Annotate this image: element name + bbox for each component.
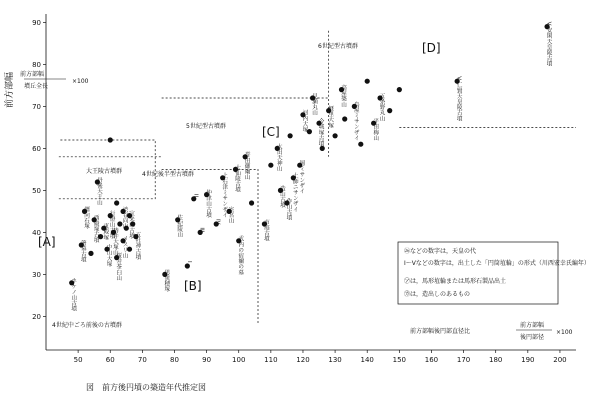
point-label: ホケノ山古墳: [70, 277, 77, 312]
point-label: 西殿塚古墳: [92, 214, 99, 243]
x-tick-label: 100: [232, 356, 246, 364]
point-label: 岡ミサンザイ: [298, 160, 305, 194]
x-tick-label: 200: [553, 356, 567, 364]
x-tick-label: 130: [328, 356, 342, 364]
point-label: 軽里大塚: [327, 105, 334, 129]
point-label: 今城塚古墳: [317, 118, 324, 147]
data-point: [358, 142, 363, 147]
y-formula-numerator: 前方部幅: [20, 71, 45, 78]
x-tick-label: 180: [489, 356, 503, 364]
y-tick-label: 50: [32, 186, 41, 195]
legend-item-horse: ㋐は，馬形埴輪または馬形石製品出土: [404, 278, 507, 285]
point-label: 誉田御廟山: [243, 151, 250, 180]
point-label: 五社神古墳: [134, 231, 141, 260]
point-label: 行燈山古墳: [108, 210, 115, 239]
x-tick-label: 110: [264, 356, 278, 364]
point-label: V 安閑天皇陵古墳: [545, 21, 552, 67]
x-tick-label: 120: [296, 356, 310, 364]
point-label: 佐紀陵山: [176, 214, 183, 238]
point-label: 見瀬丸山: [311, 93, 318, 116]
data-point: [127, 247, 132, 252]
point-label: 鳥屋ミサンザイ: [352, 101, 359, 141]
y-formula-multiplier: ×100: [72, 78, 89, 85]
point-label: 太田天神山: [275, 143, 282, 172]
point-label: 宝来山古墳: [128, 210, 135, 239]
point-label: 上石津ミサンザイ: [221, 172, 228, 218]
data-point: [268, 163, 273, 168]
data-point: [88, 251, 93, 256]
y-tick-label: 60: [32, 144, 41, 153]
x-tick-label: 50: [73, 356, 83, 364]
point-label: 平田梅山: [372, 118, 379, 141]
data-point: [365, 79, 370, 84]
data-point: [307, 129, 312, 134]
group-header-c: 5世紀型古墳群: [186, 123, 226, 130]
data-point: [320, 146, 325, 151]
data-point: [332, 133, 337, 138]
group-header-b: 4世紀後半型古墳群: [142, 171, 194, 178]
x-tick-label: 70: [137, 356, 147, 364]
x-formula-numerator: 前方部幅: [520, 322, 545, 329]
point-label: 中山大塚: [105, 244, 112, 267]
x-axis-label: 前方部幅後円部直径比: [410, 328, 471, 335]
group-header-a: 4世紀中ごろ前後の古墳群: [52, 322, 122, 329]
point-label: I: [185, 261, 192, 263]
data-point: [397, 87, 402, 92]
x-tick-label: 60: [105, 356, 115, 364]
point-label: 作山古墳: [285, 198, 292, 221]
x-tick-label: 150: [392, 356, 407, 364]
group-label-c: [C]: [262, 125, 280, 139]
point-label: III: [198, 227, 205, 233]
data-point: [288, 133, 293, 138]
y-tick-label: 80: [32, 60, 41, 69]
point-label: 土師ニサンザイ: [291, 172, 298, 213]
legend-box: [398, 242, 590, 304]
y-tick-label: 70: [32, 102, 41, 111]
point-label: 丹後天王山: [95, 177, 102, 205]
data-point: [387, 108, 392, 113]
data-point: [108, 137, 113, 142]
legend-item-reign: ㉖などの数字は，天皇の代: [404, 248, 477, 255]
group-label-d: [D]: [422, 41, 441, 55]
point-label: 河内大塚: [301, 109, 308, 133]
y-tick-label: 30: [32, 270, 41, 279]
x-formula-denominator: 後円部径: [520, 334, 545, 341]
point-label: 纒向石塚: [83, 206, 90, 229]
point-label: 箸墓古墳: [79, 240, 86, 263]
point-label: 武内の宿禰の墓: [237, 235, 244, 276]
point-label: 桜井茶臼山: [115, 252, 122, 281]
legend-item-haniwa: Ⅰ〜Ⅴなどの数字は，出土した「円筒埴輪」の形式（川西宏幸氏編年）: [404, 260, 590, 267]
figure-caption: 図 前方後円墳の築造年代推定図: [86, 383, 206, 392]
x-tick-label: 80: [170, 356, 179, 364]
y-tick-label: 20: [32, 312, 41, 321]
y-formula-denominator: 墳丘全長: [24, 83, 49, 90]
point-label: 室宮山: [227, 206, 234, 224]
y-axis-formula: [20, 70, 89, 90]
group-header-e: 大王陵古墳群: [86, 168, 123, 175]
y-axis-label: 前方部幅: [5, 71, 15, 108]
data-point: [249, 200, 254, 205]
x-tick-label: 160: [424, 356, 439, 364]
y-tick-label: 40: [32, 228, 41, 237]
x-tick-label: 140: [360, 356, 374, 364]
group-label-b: [B]: [184, 279, 202, 293]
point-label: 男狭穂塚: [163, 269, 170, 292]
point-label: 造山古墳: [278, 185, 285, 208]
point-label: 仲津山古墳: [205, 189, 212, 218]
point-label: 大仙陵古墳: [234, 164, 241, 193]
y-ticks: [32, 19, 46, 321]
point-label: V 仁賢天皇陵古墳: [455, 76, 462, 122]
x-tick-label: 90: [202, 356, 212, 364]
point-label: 五条野丸山: [378, 93, 385, 121]
x-axis-formula: [516, 321, 573, 341]
point-label: II: [192, 193, 199, 198]
x-formula-multiplier: ×100: [556, 329, 573, 336]
point-label: IV: [214, 219, 221, 225]
point-label: メスリ山: [121, 235, 128, 259]
point-label: 高屋築山: [340, 84, 347, 108]
point-label: 東殿塚: [102, 223, 109, 241]
y-tick-label: 90: [32, 18, 41, 27]
point-label: 渋谷向山: [121, 206, 128, 229]
x-tick-label: 190: [521, 356, 535, 364]
data-point: [114, 200, 119, 205]
group-header-d: 6世紀型古墳群: [318, 43, 358, 50]
x-tick-label: 170: [456, 356, 471, 364]
x-ticks: [74, 350, 567, 364]
data-point: [342, 116, 347, 121]
legend-item-tsukuridashi: ㋕は，造出しのあるもの: [404, 291, 471, 298]
group-label-a: [A]: [38, 235, 56, 249]
data-point: [185, 263, 190, 268]
point-label: 椿井大塚山: [111, 227, 118, 256]
point-label: 市庭古墳: [262, 219, 269, 242]
